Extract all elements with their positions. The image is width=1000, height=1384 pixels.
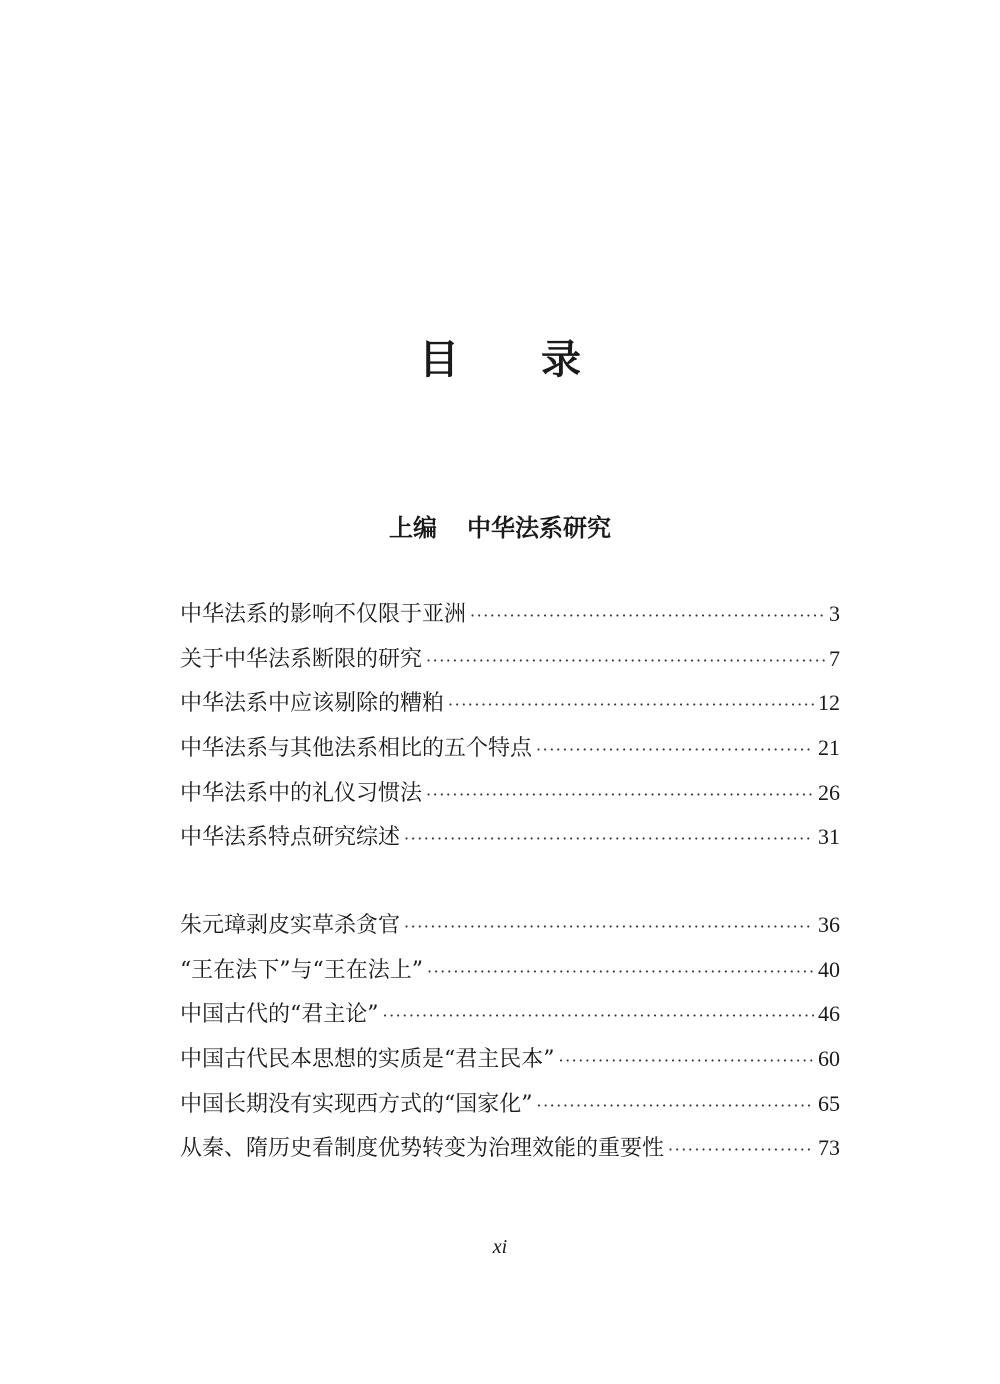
- dot-leader: [537, 1084, 815, 1129]
- toc-entry-title: 中华法系的影响不仅限于亚洲: [180, 602, 467, 627]
- toc-entry-title: 中华法系中的礼仪习惯法: [180, 780, 423, 806]
- toc-entry-title: 中华法系与其他法系相比的五个特点: [180, 736, 533, 762]
- toc-entry[interactable]: [180, 1126, 840, 1171]
- toc-entry[interactable]: [180, 815, 840, 860]
- part-label: 上编: [389, 513, 437, 542]
- toc-entry[interactable]: [180, 726, 840, 771]
- toc-entry-page: 7: [829, 645, 840, 671]
- toc-entry-page: 12: [818, 690, 840, 716]
- toc-entry-title: 中华法系特点研究综述: [180, 825, 401, 851]
- dot-leader: [536, 728, 814, 773]
- dot-leader: [426, 773, 814, 818]
- toc-entry[interactable]: [180, 681, 840, 726]
- toc-entry-page: 21: [818, 735, 840, 761]
- page-title-char-1: 目: [419, 336, 459, 383]
- toc-entry-title: 从秦、隋历史看制度优势转变为治理效能的重要性: [180, 1136, 665, 1162]
- toc-entry[interactable]: [180, 903, 840, 948]
- page-title-char-2: 录: [541, 336, 581, 383]
- toc-entry[interactable]: [180, 771, 840, 816]
- dot-leader: [404, 905, 814, 950]
- dot-leader: [668, 1128, 814, 1173]
- toc-entry-title: 关于中华法系断限的研究: [180, 646, 423, 672]
- toc-entry[interactable]: [180, 992, 840, 1037]
- dot-leader: [470, 594, 825, 639]
- dot-leader: [404, 817, 814, 862]
- dot-leader: [426, 639, 825, 684]
- toc-entry[interactable]: [180, 1082, 840, 1127]
- toc-entry-title: 中华法系中应该剔除的糟粕: [180, 691, 445, 717]
- toc-entry[interactable]: [180, 948, 840, 993]
- toc-entry-title: 中国古代的“君主论”: [180, 1002, 379, 1028]
- toc-group-2: [180, 903, 840, 1171]
- toc-group-1: [180, 592, 840, 860]
- toc-entry-page: 65: [818, 1090, 840, 1116]
- toc-entry[interactable]: [180, 637, 840, 682]
- toc-entry-page: 3: [829, 601, 840, 626]
- page-number: xi: [492, 1236, 508, 1258]
- toc-entry-page: 40: [818, 956, 840, 982]
- part-heading: [0, 508, 1000, 543]
- toc-entry-title: 中国长期没有实现西方式的“国家化”: [180, 1091, 533, 1117]
- toc-entry-page: 26: [818, 779, 840, 805]
- page-title: [0, 328, 1000, 385]
- toc-entry-page: 36: [818, 912, 840, 937]
- toc-entry-title: 朱元璋剥皮实草杀贪官: [180, 913, 401, 938]
- toc-entry-page: 31: [818, 824, 840, 850]
- toc-entry-page: 60: [818, 1046, 840, 1072]
- toc-entry-title: “王在法下”与“王在法上”: [180, 957, 423, 983]
- dot-leader: [427, 950, 814, 995]
- toc-entry[interactable]: [180, 1037, 840, 1082]
- toc-entry-page: 46: [818, 1001, 840, 1027]
- toc-entry-page: 73: [818, 1135, 840, 1161]
- dot-leader: [448, 683, 814, 728]
- toc-entry[interactable]: [180, 592, 840, 637]
- dot-leader: [559, 1039, 815, 1084]
- dot-leader: [383, 994, 815, 1039]
- toc-entry-title: 中国古代民本思想的实质是“君主民本”: [180, 1047, 555, 1073]
- part-name: 中华法系研究: [467, 513, 611, 542]
